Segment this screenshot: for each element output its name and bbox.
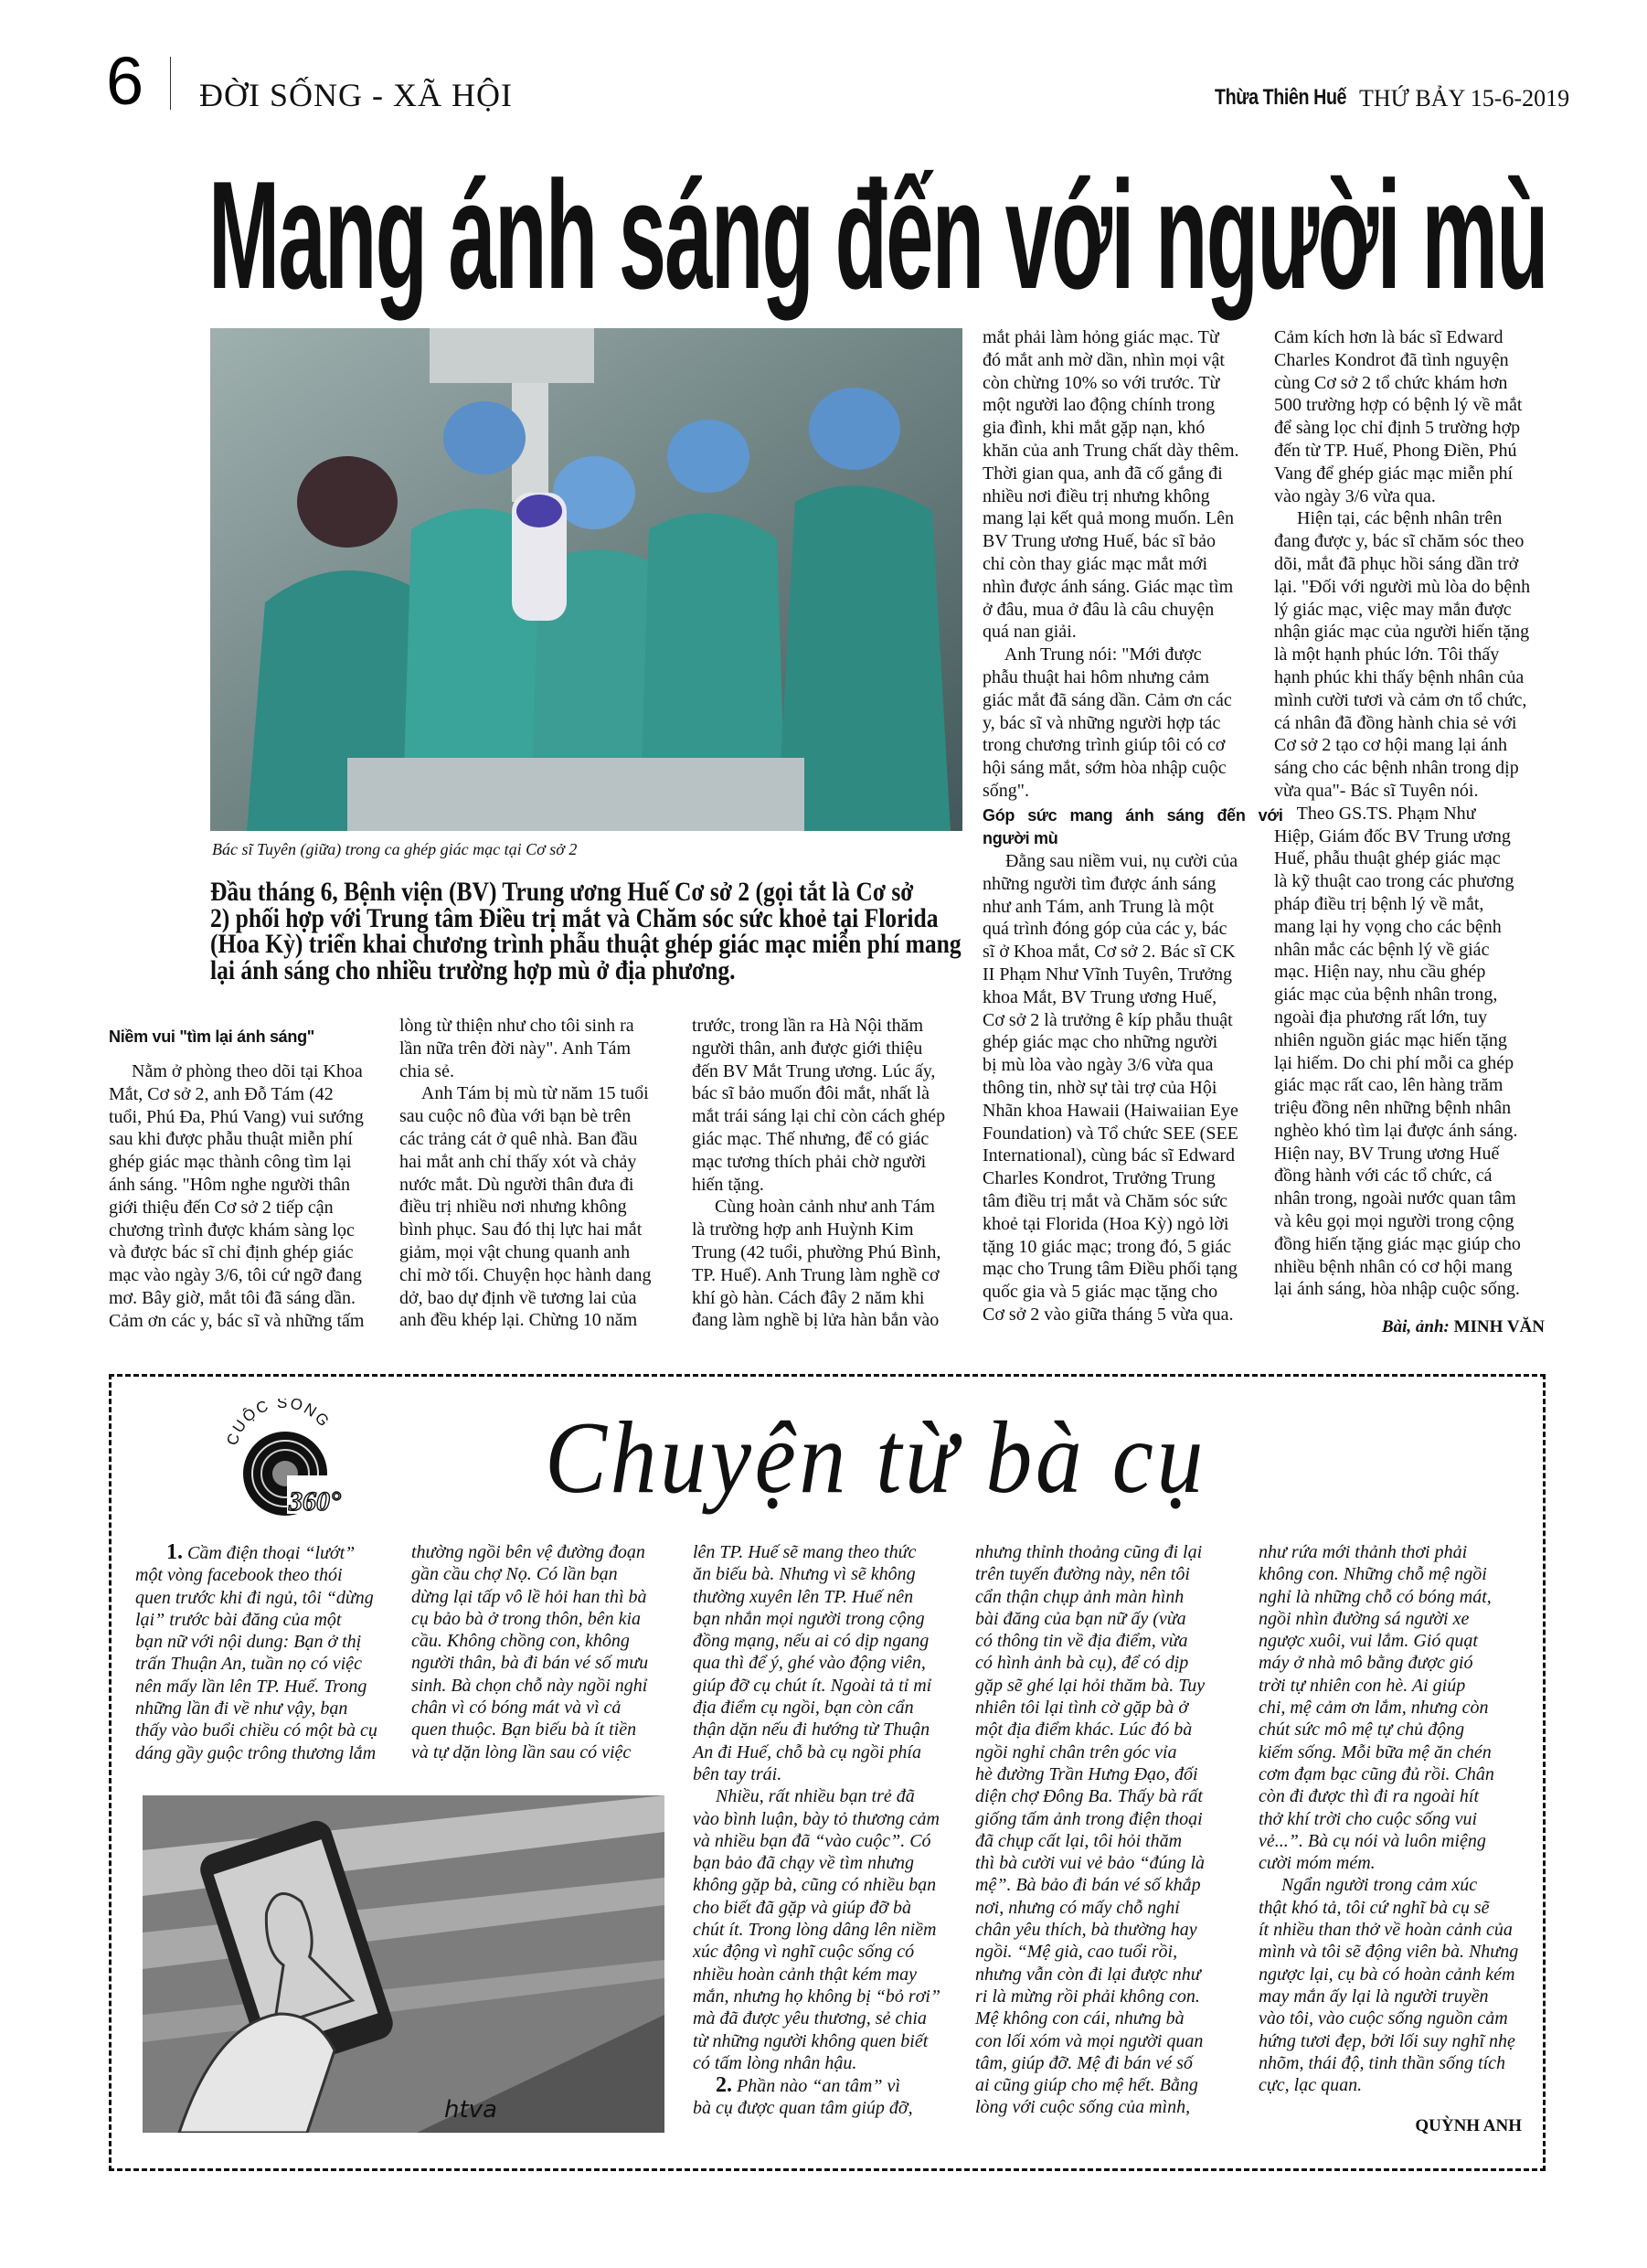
- section-title: ĐỜI SỐNG - XÃ HỘI: [199, 77, 513, 113]
- article-column-3: trước, trong lần ra Hà Nội thăm người thân, anh được giới thiệu đến BV Mắt Trung ương. Lúc ấy, bác sĩ bảo muốn đôi mắt, nhất là mắt trái sáng lại chỉ còn cách ghép giác mạc. Thế nhưng, để có giác mạc tương thích phải chờ người hiến tặng. Cùng hoàn cảnh như anh Tám là trường hợp anh Huỳnh Kim Trung (42 tuổi, phường Phú Bình, TP. Huế). Anh Trung làm nghề cơ khí gò hàn. Cách đây 2 năm khi đang làm nghề bị lửa hàn bắn vào: [692, 1016, 946, 1331]
- feature-column-1-text: Cầm điện thoại “lướt” một vòng facebook theo thói quen trước khi đi ngủ, tôi “dừng lại” trước bài đăng của một bạn nữ với nội dung: Bạn ở thị trấn Thuận An, tuần nọ có việc nên mấy lần lên TP. Huế. Trong những lần đi về như vậy, bạn thấy vào buổi chiều có một bà cụ dáng gầy guộc trông thương lắm: [135, 1543, 377, 1763]
- subhead-niem-vui: Niềm vui "tìm lại ánh sáng": [109, 1028, 315, 1046]
- illustration-phone: [143, 1795, 664, 2133]
- feature-column-3-text-a: lên TP. Huế sẽ mang theo thức ăn biếu bà. Nhưng vì sẽ không thường xuyên lên TP. Huế nên bạn nhắn mọi người trong cộng đồng mạng, nếu ai có dịp ngang qua thì để ý, ghé vào động viên, giúp đỡ cụ chút ít. Ngoài tả tỉ mỉ địa điểm cụ ngồi, bạn còn cẩn thận dặn nếu đi hướng từ Thuận An đi Huế, chỗ bà cụ ngồi phía bên tay trái. Nhiều, rất nhiều bạn trẻ đã vào bình luận, bày tỏ thương cảm và nhiều bạn đã “vào cuộc”. Có bạn bảo đã chạy về tìm nhưng không gặp bà, cũng có nhiều bạn cho biết đã gặp và giúp đỡ bà chút ít. Trong lòng dâng lên niềm xúc động vì nghĩ cuộc sống có nhiều hoàn cảnh thật kém may mắn, nhưng họ không bị “bỏ rơi” mà đã được yêu thương, sẻ chia từ những người không quen biết có tấm lòng nhân hậu.: [693, 1542, 941, 2073]
- byline-label: Bài, ảnh:: [1381, 1317, 1450, 1336]
- logo-text: CUỘC SỐNG: [223, 1399, 334, 1448]
- photo-caption: Bác sĩ Tuyên (giữa) trong ca ghép giác mạc tại Cơ sở 2: [212, 840, 578, 858]
- feature-column-5: như rứa mới thảnh thơi phải không con. Những chỗ mệ ngồi nghỉ là những chỗ có bóng mát, ngồi nhìn đường sá người xe ngược xuôi, vui lắm. Gió quạt máy ở nhà mô bằng được gió trời tự nhiên con hè. Ai giúp chi, mệ cảm ơn lắm, nhưng còn chút sức mô mệ tự chủ động kiếm sống. Mỗi bữa mệ ăn chén cơm đạm bạc cũng đủ rồi. Chân còn đi được thì đi ra ngoài hít thở khí trời cho cuộc sống vui vẻ...”. Bà cụ nói và luôn miệng cười móm mém. Ngẩn người trong cảm xúc thật khó tả, tôi cứ nghĩ bà cụ sẽ ít nhiều than thở về hoàn cảnh của mình và tôi sẽ động viên bà. Nhưng ngược lại, cụ bà có hoàn cảnh kém may mắn ấy lại là người truyền vào tôi, vào cuộc sống nguồn cảm hứng tươi đẹp, bởi lối suy nghĩ nhẹ nhõm, thái độ, tinh thần sống tích cực, lạc quan.: [1259, 1542, 1519, 2096]
- feature-column-3: [693, 1541, 940, 2120]
- logo-number: 360°: [289, 1486, 341, 1517]
- article-lead: Đầu tháng 6, Bệnh viện (BV) Trung ương Huế Cơ sở 2 (gọi tắt là Cơ sở 2) phối hợp với Trung tâm Điều trị mắt và Chăm sóc sức khoẻ tại Florida (Hoa Kỳ) triển khai chương trình phẫu thuật ghép giác mạc miễn phí mang lại ánh sáng cho nhiều trường hợp mù ở địa phương.: [210, 877, 962, 985]
- article-column-1: Nằm ở phòng theo dõi tại Khoa Mắt, Cơ sở 2, anh Đỗ Tám (42 tuổi, Phú Đa, Phú Vang) vui sướng sau khi được phẫu thuật miễn phí ghép giác mạc thành công tìm lại ánh sáng. "Hôm nghe người thân giới thiệu đến Cơ sở 2 tiếp cận chương trình được khám sàng lọc và được bác sĩ chỉ định ghép giác mạc vào ngày 3/6, tôi cứ ngỡ đang mơ. Bây giờ, mắt tôi đã sáng dần. Cảm ơn các y, bác sĩ và những tấm: [109, 1061, 365, 1331]
- page-number: 6: [106, 43, 144, 119]
- surgery-photo: [210, 328, 962, 831]
- feature-column-1: [135, 1541, 377, 1764]
- newspaper-name: Thừa Thiên Huế: [1215, 85, 1347, 110]
- feature-column-2: thường ngồi bên vệ đường đoạn gần cầu chợ Nọ. Có lần bạn dừng lại tấp vô lề hỏi han thì bà cụ bảo bà ở trong thôn, bên kia cầu. Không chồng con, không người thân, bà đi bán vé số mưu sinh. Bà chọn chỗ này ngồi nghỉ chân vì có bóng mát và vì cả quen thuộc. Bạn biếu bà ít tiền và tự dặn lòng lần sau có việc: [411, 1542, 649, 1762]
- illustration-signature: htva: [444, 2096, 497, 2124]
- article-column-2: lòng từ thiện như cho tôi sinh ra lần nữa trên đời này". Anh Tám chia sẻ. Anh Tám bị mù từ năm 15 tuổi sau cuộc nô đùa với bạn bè trên các trảng cát ở quê nhà. Ban đầu hai mắt anh chỉ thấy xót và chảy nước mắt. Dù người thân đưa đi điều trị nhiều nơi nhưng không bình phục. Sau đó thị lực hai mắt giảm, mọi vật chung quanh anh chỉ mờ tối. Chuyện học hành dang dở, bao dự định về tương lai của anh đều khép lại. Chừng 10 năm: [399, 1016, 652, 1331]
- section-number-2: 2.: [716, 2073, 732, 2098]
- feature-title: Chuyện từ bà cụ: [545, 1401, 1207, 1515]
- header-divider: [170, 57, 171, 110]
- byline-name: MINH VĂN: [1453, 1317, 1545, 1336]
- article-column-4: mắt phải làm hỏng giác mạc. Từ đó mắt anh mờ dần, nhìn mọi vật còn chừng 10% so với trước. Từ một người lao động chính trong gia đình, khi mắt gặp nạn, khó khăn của anh Trung chất dày thêm. Thời gian qua, anh đã cố gắng đi nhiều nơi điều trị nhưng không mang lại kết quả mong muốn. Lên BV Trung ương Huế, bác sĩ bảo chỉ còn thay giác mạc mắt mới nhìn được ánh sáng. Giác mạc tìm ở đâu, mua ở đâu là câu chuyện quá nan giải. Anh Trung nói: "Mới được phẫu thuật hai hôm nhưng cảm giác mắt đã sáng dần. Cảm ơn các y, bác sĩ và những người hợp tác trong chương trình giúp tôi có cơ hội sáng mắt, sớm hòa nhập cuộc sống".: [983, 327, 1239, 801]
- feature-byline: QUỲNH ANH: [1415, 2116, 1522, 2135]
- cuoc-song-360-logo: [219, 1399, 347, 1522]
- article-column-4-continued: Đằng sau niềm vui, nụ cười của những người tìm được ánh sáng như anh Tám, anh Trung là một quá trình đóng góp của các y, bác sĩ ở Khoa mắt, Cơ sở 2. Bác sĩ CK II Phạm Như Vĩnh Tuyên, Trưởng khoa Mắt, BV Trung ương Huế, Cơ sở 2 là trưởng ê kíp phẫu thuật ghép giác mạc cho những người bị mù lòa vào ngày 3/6 vừa qua thông tin, nhờ sự tài trợ của Hội Nhãn khoa Hawaii (Haiwaiian Eye Foundation) và Tổ chức SEE (SEE International), cùng bác sĩ Edward Charles Kondrot, Trưởng Trung tâm điều trị mắt và Chăm sóc sức khoẻ tại Florida (Hoa Kỳ) ngỏ lời tặng 10 giác mạc; trong đó, 5 giác mạc cho Trung tâm Điều phối tạng quốc gia và 5 giác mạc tặng cho Cơ sở 2 vào giữa tháng 5 vừa qua.: [983, 851, 1238, 1325]
- subhead-gop-suc: Góp sức mang ánh sáng đến với người mù: [983, 806, 1283, 847]
- feature-column-3-text-b: Phần nào “an tâm” vì bà cụ được quan tâm giúp đỡ,: [693, 2076, 913, 2119]
- article-headline: Mang ánh sáng đến với người mù: [208, 149, 1547, 321]
- issue-date: THỨ BẢY 15-6-2019: [1359, 85, 1570, 112]
- section-number-1: 1.: [166, 1540, 183, 1564]
- article-byline: [1274, 1316, 1545, 1338]
- article-column-5: Cảm kích hơn là bác sĩ Edward Charles Kondrot đã tình nguyện cùng Cơ sở 2 tổ chức khám hơn 500 trường hợp có bệnh lý về mắt để sàng lọc chỉ định 5 trường hợp đến từ TP. Huế, Phong Điền, Phú Vang để ghép giác mạc miễn phí vào ngày 3/6 vừa qua. Hiện tại, các bệnh nhân trên đang được y, bác sĩ chăm sóc theo dõi, mắt đã phục hồi sáng dần trở lại. "Đối với người mù lòa do bệnh lý giác mạc, việc may mắn được nhận giác mạc của người hiến tặng là một hạnh phúc lớn. Tôi thấy hạnh phúc khi thấy bệnh nhân của mình cười tươi và cảm ơn tổ chức, cá nhân đã đồng hành chia sẻ với Cơ sở 2 tạo cơ hội mang lại ánh sáng cho các bệnh nhân trong dịp vừa qua"- Bác sĩ Tuyên nói. Theo GS.TS. Phạm Như Hiệp, Giám đốc BV Trung ương Huế, phẫu thuật ghép giác mạc là kỹ thuật cao trong các phương pháp điều trị bệnh lý về mắt, mang lại hy vọng cho các bệnh nhân mắc các bệnh lý về giác mạc. Hiện nay, nhu cầu ghép giác mạc của bệnh nhân trong, ngoài địa phương rất lớn, tuy nhiên nguồn giác mạc hiến tặng lại hiếm. Do chi phí mỗi ca ghép giác mạc rất cao, lên hàng trăm triệu đồng nên những bệnh nhân nghèo khó tìm lại được ánh sáng. Hiện nay, BV Trung ương Huế đồng hành với các tổ chức, cá nhân trong, ngoài nước quan tâm và kêu gọi mọi người trong cộng đồng hiến tặng giác mạc giúp cho nhiều bệnh nhân có cơ hội mang lại ánh sáng, hòa nhập cuộc sống.: [1274, 327, 1531, 1300]
- feature-column-4: nhưng thỉnh thoảng cũng đi lại trên tuyến đường này, nên tôi cẩn thận chụp ảnh màn hình bài đăng của bạn nữ ấy (vừa có thông tin về địa điểm, vừa có hình ảnh bà cụ), để có dịp gặp sẽ ghé lại hỏi thăm bà. Tuy nhiên tôi lại tình cờ gặp bà ở một địa điểm khác. Lúc đó bà ngồi nghỉ chân trên góc vỉa hè đường Trần Hưng Đạo, đối diện chợ Đông Ba. Thấy bà rất giống tấm ảnh trong điện thoại đã chụp cất lại, tôi hỏi thăm thì bà cười vui vẻ bảo “đúng là mệ”. Bà bảo đi bán vé số khắp nơi, nhưng có mấy chỗ nghỉ chân yêu thích, bà thường hay ngồi. “Mệ già, cao tuổi rồi, nhưng vẫn còn đi lại được như ri là mừng rồi phải không con. Mệ không con cái, nhưng bà con lối xóm và mọi người quan tâm, giúp đỡ. Mệ đi bán vé số ai cũng giúp cho mệ hết. Bằng lòng với cuộc sống của mình,: [975, 1542, 1206, 2118]
